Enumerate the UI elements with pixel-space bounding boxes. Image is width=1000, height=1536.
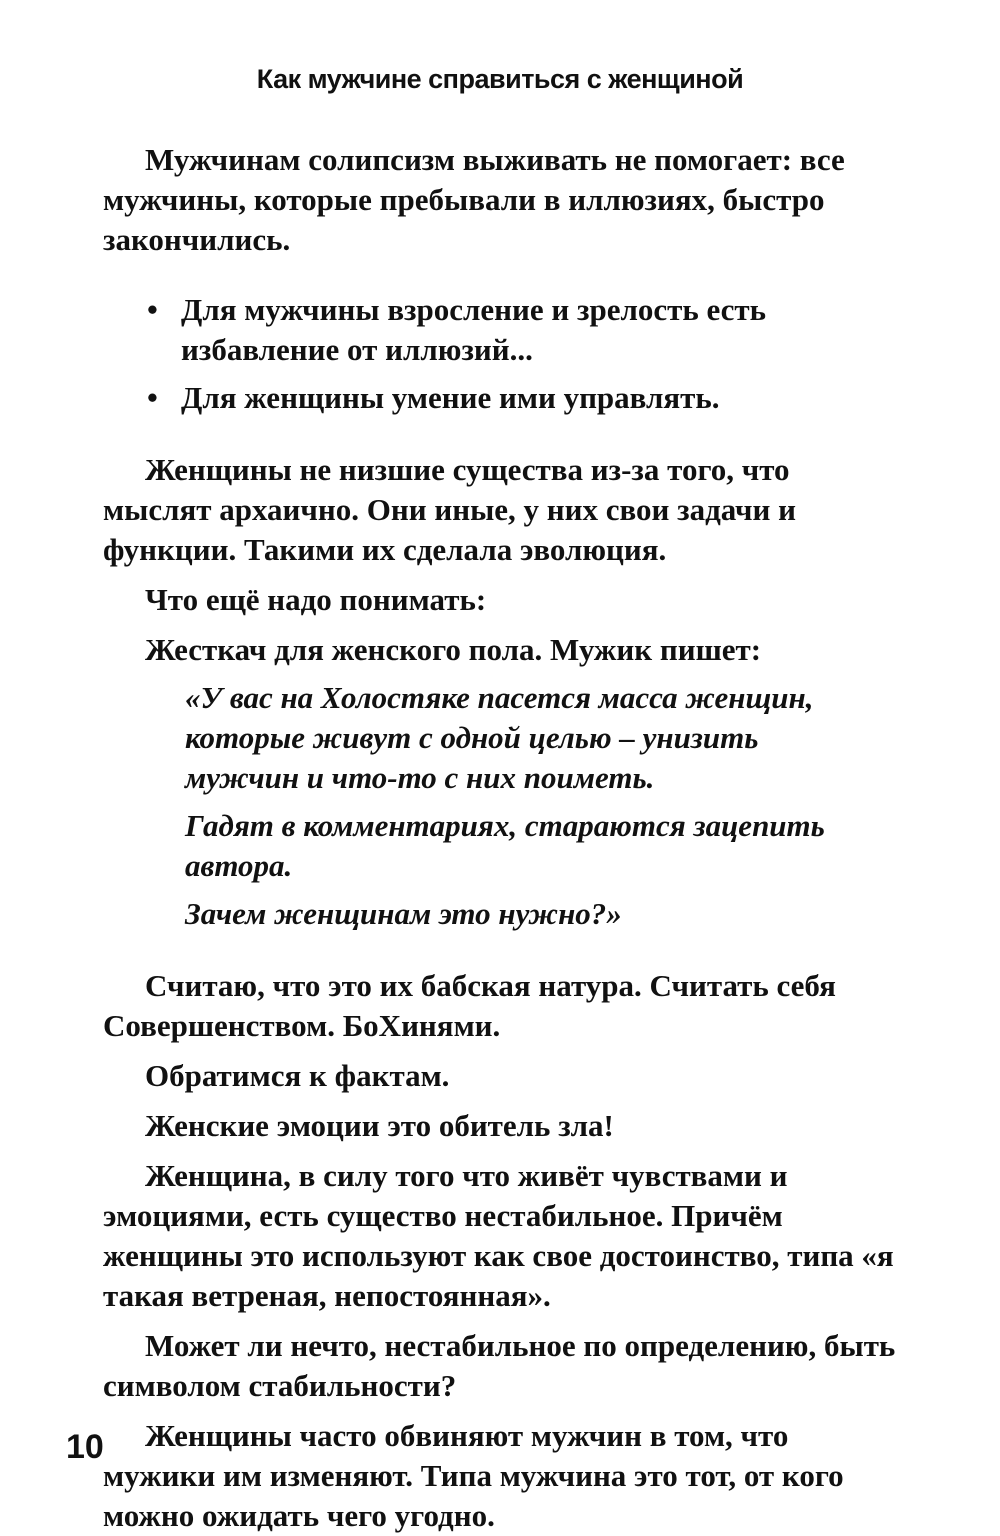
paragraph-understand: Что ещё надо понимать: — [145, 582, 487, 617]
running-header: Как мужчине справиться с женщиной — [256, 64, 744, 94]
bullet-list — [103, 290, 900, 418]
bullet-item-women: • Для женщины умение ими управлять. — [103, 378, 900, 418]
paragraph-letter-intro: Жесткач для женского пола. Мужик пишет: — [145, 632, 762, 667]
page-body — [103, 140, 900, 1536]
paragraph-facts: Обратимся к фактам. — [145, 1058, 450, 1093]
paragraph-nature: Считаю, что это их бабская натура. Считать себя Совершенством. БоХинями. — [103, 968, 836, 1043]
quote-line-3: Зачем женщинам это нужно?» — [185, 896, 622, 931]
paragraph-emotions: Женские эмоции это обитель зла! — [145, 1108, 614, 1143]
paragraph-solipsism: Мужчинам солипсизм выживать не помогает: все мужчины, которые пребывали в иллюзиях, быстро закончились. — [103, 142, 845, 257]
bullet-item-men: • Для мужчины взросление и зрелость есть избавление от иллюзий... — [103, 290, 900, 370]
paragraph-accusation: Женщины часто обвиняют мужчин в том, что мужики им изменяют. Типа мужчина это тот, от кого можно ожидать чего угодно. — [103, 1418, 844, 1533]
page-number: 10 — [66, 1428, 104, 1466]
quote-line-2: Гадят в комментариях, стараются зацепить автора. — [185, 808, 825, 883]
paragraph-unstable: Женщина, в силу того что живёт чувствами и эмоциями, есть существо нестабильное. Причём женщины это используют как свое достоинство, типа «я такая ветреная, непостоянная». — [103, 1158, 894, 1313]
paragraph-stability-question: Может ли нечто, нестабильное по определению, быть символом стабильности? — [103, 1328, 896, 1403]
blockquote-letter — [103, 678, 900, 934]
quote-line-1: «У вас на Холостяке пасется масса женщин, которые живут с одной целью – унизить мужчин и что-то с них поиметь. — [185, 680, 814, 795]
paragraph-evolution: Женщины не низшие существа из-за того, что мыслят архаично. Они иные, у них свои задачи и функции. Такими их сделала эволюция. — [103, 452, 797, 567]
